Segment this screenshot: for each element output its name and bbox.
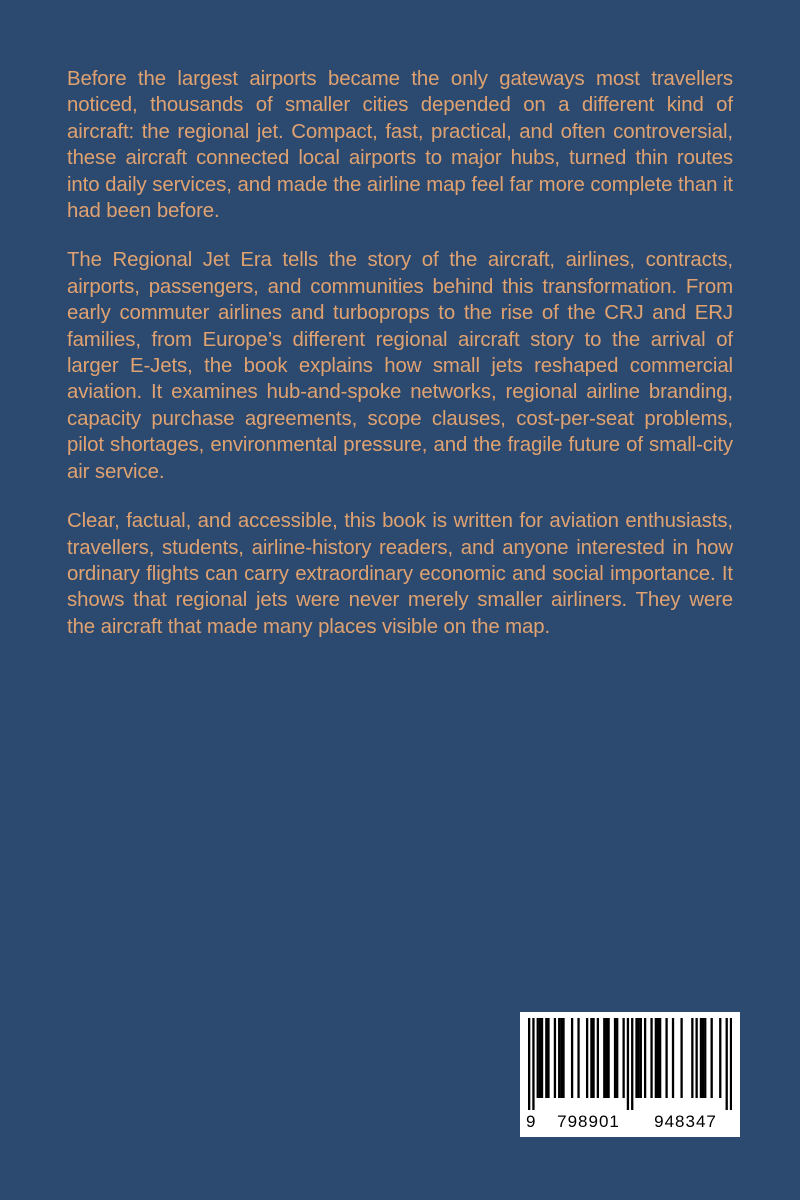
- barcode-bar: [605, 1018, 607, 1098]
- barcode-bar: [659, 1018, 661, 1098]
- barcode-bar: [655, 1018, 657, 1098]
- barcode-bar: [672, 1018, 674, 1098]
- barcode-bar: [560, 1018, 562, 1098]
- barcode-bar: [597, 1018, 599, 1098]
- barcode-bar: [562, 1018, 564, 1098]
- barcode-bar: [700, 1018, 702, 1098]
- barcode-bar: [657, 1018, 659, 1098]
- barcode-bar: [635, 1018, 637, 1098]
- barcode-bar: [577, 1018, 579, 1098]
- barcode-bar: [528, 1018, 530, 1110]
- back-cover-blurb: [67, 66, 733, 663]
- barcode-bar: [603, 1018, 605, 1098]
- barcode-bar: [622, 1018, 624, 1098]
- barcode-bar: [644, 1018, 646, 1098]
- barcode-bar: [590, 1018, 592, 1098]
- barcode-bar: [532, 1018, 534, 1110]
- barcode-bar: [719, 1018, 721, 1098]
- barcode-bar: [607, 1018, 609, 1098]
- barcode-bar: [614, 1018, 616, 1098]
- barcode-bar: [702, 1018, 704, 1098]
- barcode-bar: [726, 1018, 728, 1110]
- blurb-paragraph-2: The Regional Jet Era tells the story of the aircraft, airlines, contracts, airports, passengers, and communities behind this transformation. From early commuter airlines and turboprops to the rise of the CRJ and ERJ families, from Europe’s different regional aircraft story to the arrival of larger E-Jets, the book explains how small jets reshaped commercial aviation. It examines hub-and-spoke networks, regional airline branding, capacity purchase agreements, scope clauses, cost-per-seat problems, pilot shortages, environmental pressure, and the fragile future of small-city air service.: [67, 249, 733, 483]
- barcode-bar: [680, 1018, 682, 1098]
- barcode-bar: [545, 1018, 547, 1098]
- barcode-bar: [541, 1018, 543, 1098]
- blurb-paragraph-1: Before the largest airports became the only gateways most travellers noticed, thousands of smaller cities depended on a different kind of aircraft: the regional jet. Compact, fast, practical, and often controversial, these aircraft connected local airports to major hubs, turned thin routes into daily services, and made the airline map feel far more complete than it had been before.: [67, 68, 733, 223]
- barcode-bar: [650, 1018, 652, 1098]
- barcode-right-digits: 948347: [654, 1112, 717, 1131]
- barcode-bar: [665, 1018, 667, 1098]
- barcode-bar: [638, 1018, 640, 1098]
- barcode-bar: [558, 1018, 560, 1098]
- barcode-number: [526, 1113, 734, 1131]
- barcode-bar: [537, 1018, 539, 1098]
- barcode-bar: [592, 1018, 594, 1098]
- barcode-bar: [586, 1018, 588, 1098]
- barcode-bar: [616, 1018, 618, 1098]
- barcode-left-digits: 798901: [557, 1112, 620, 1131]
- barcode-bar: [711, 1018, 713, 1098]
- barcode-bar: [631, 1018, 633, 1110]
- barcode-bars: [528, 1018, 732, 1110]
- barcode-bar: [547, 1018, 549, 1098]
- barcode-bar: [554, 1018, 556, 1098]
- barcode-bar: [539, 1018, 541, 1098]
- barcode-lead-digit: 9: [526, 1112, 536, 1131]
- barcode-bar: [704, 1018, 706, 1098]
- blurb-paragraph-3: Clear, factual, and accessible, this book is written for aviation enthusiasts, travellers, students, airline-history readers, and anyone interested in how ordinary flights can carry extraordinary economic and social importance. It shows that regional jets were never merely smaller airliners. They were the aircraft that made many places visible on the map.: [67, 510, 733, 638]
- barcode-bar: [691, 1018, 693, 1098]
- barcode-bar: [730, 1018, 732, 1110]
- barcode-bar: [627, 1018, 629, 1110]
- barcode-bar: [640, 1018, 642, 1098]
- isbn-barcode: [520, 1012, 740, 1137]
- barcode-bar: [571, 1018, 573, 1098]
- barcode-bar: [695, 1018, 697, 1098]
